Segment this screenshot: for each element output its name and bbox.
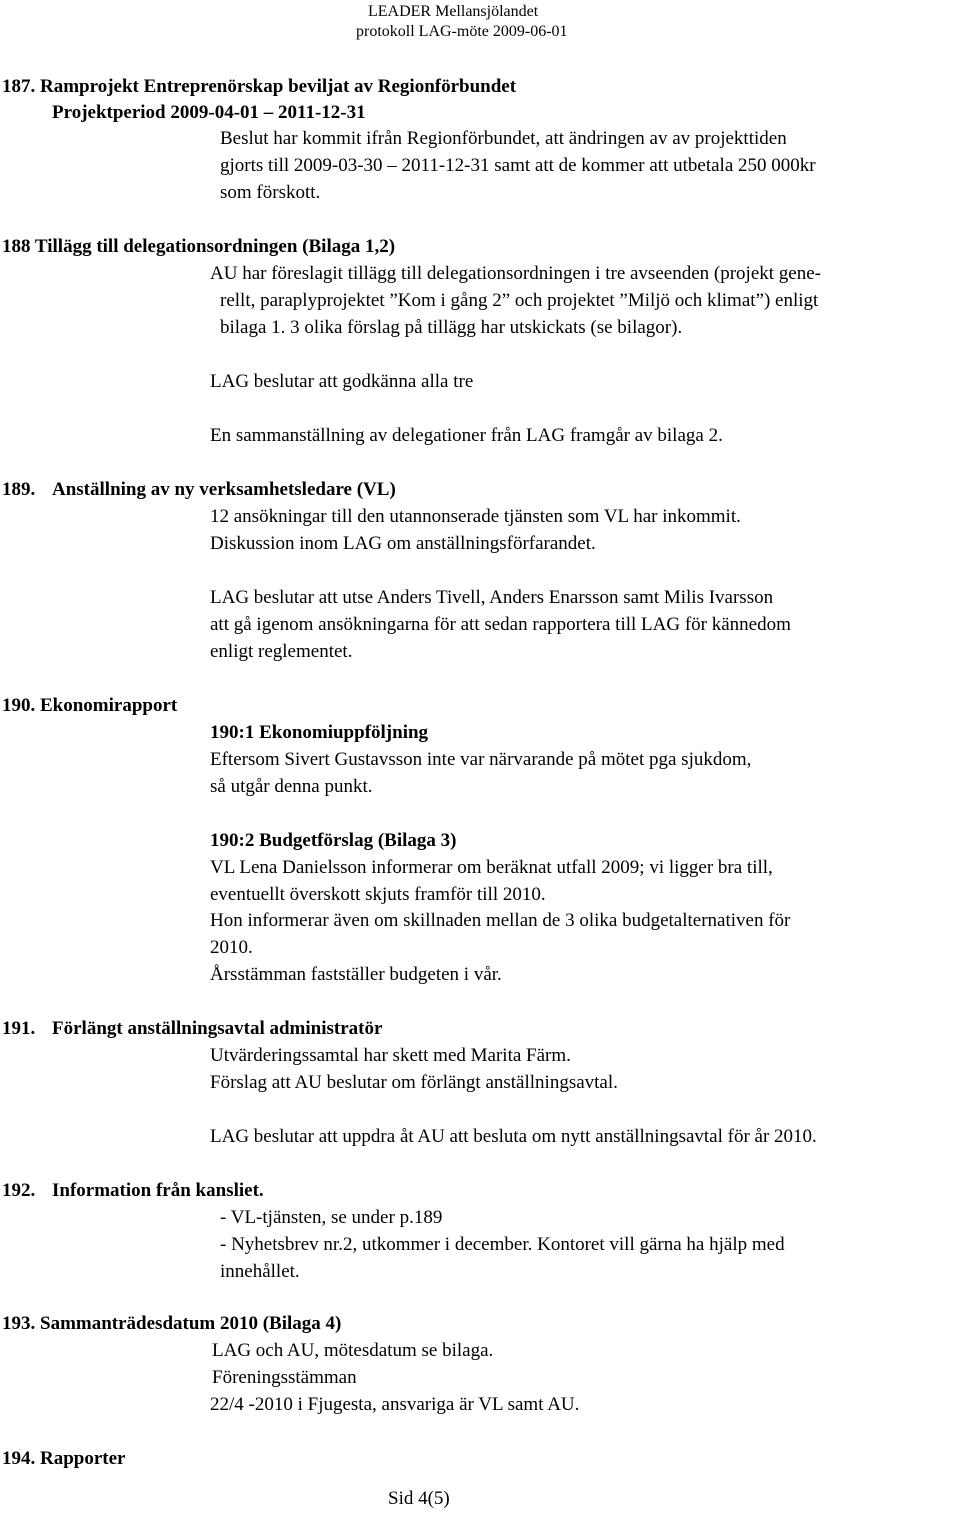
section-192-line: - Nyhetsbrev nr.2, utkommer i december. Kontoret vill gärna ha hjälp med <box>220 1234 785 1255</box>
section-188-line: bilaga 1. 3 olika förslag på tillägg har utskickats (se bilagor). <box>220 317 683 338</box>
section-191-line: Förslag att AU beslutar om förlängt anställningsavtal. <box>210 1072 618 1093</box>
section-193-line: LAG och AU, mötesdatum se bilaga. <box>212 1340 494 1361</box>
section-187-line: som förskott. <box>220 182 321 203</box>
section-193-line: Föreningsstämman <box>212 1367 357 1388</box>
section-190-1-line: Eftersom Sivert Gustavsson inte var närvarande på mötet pga sjukdom, <box>210 749 752 770</box>
section-189-number: 189. <box>2 479 36 500</box>
section-188-title: 188 Tillägg till delegationsordningen (Bilaga 1,2) <box>2 236 396 257</box>
header-protocol: protokoll LAG-möte 2009-06-01 <box>356 23 568 40</box>
section-189-line: 12 ansökningar till den utannonserade tjänsten som VL har inkommit. <box>210 506 741 527</box>
section-193-line: 22/4 -2010 i Fjugesta, ansvariga är VL samt AU. <box>210 1394 580 1415</box>
section-189-title: Anställning av ny verksamhetsledare (VL) <box>52 479 396 500</box>
section-187-period: Projektperiod 2009-04-01 – 2011-12-31 <box>52 102 366 123</box>
section-188-line: AU har föreslagit tillägg till delegationsordningen i tre avseenden (projekt gene- <box>210 263 821 284</box>
section-190-1-title: 190:1 Ekonomiuppföljning <box>210 722 429 743</box>
section-187-line: gjorts till 2009-03-30 – 2011-12-31 samt att de kommer att utbetala 250 000kr <box>220 155 816 176</box>
section-190-title: 190. Ekonomirapport <box>2 695 178 716</box>
header-org: LEADER Mellansjölandet <box>368 3 539 20</box>
section-193-title: 193. Sammanträdesdatum 2010 (Bilaga 4) <box>2 1313 342 1334</box>
section-191-line: Utvärderingssamtal har skett med Marita Färm. <box>210 1045 571 1066</box>
section-189-line: Diskussion inom LAG om anställningsförfarandet. <box>210 533 596 554</box>
section-190-2-title: 190:2 Budgetförslag (Bilaga 3) <box>210 830 457 851</box>
section-190-2-line: VL Lena Danielsson informerar om beräknat utfall 2009; vi ligger bra till, <box>210 857 773 878</box>
page-number: Sid 4(5) <box>388 1488 450 1509</box>
section-192-line: - VL-tjänsten, se under p.189 <box>220 1207 443 1228</box>
section-188-line: rellt, paraplyprojektet ”Kom i gång 2” och projektet ”Miljö och klimat”) enligt <box>220 290 819 311</box>
section-187-title: 187. Ramprojekt Entreprenörskap beviljat av Regionförbundet <box>2 76 517 97</box>
section-192-title: Information från kansliet. <box>52 1180 264 1201</box>
section-194-title: 194. Rapporter <box>2 1448 126 1469</box>
section-192-number: 192. <box>2 1180 36 1201</box>
section-188-note: En sammanställning av delegationer från LAG framgår av bilaga 2. <box>210 425 723 446</box>
section-192-line: innehållet. <box>220 1261 300 1282</box>
section-190-2-line: Hon informerar även om skillnaden mellan de 3 olika budgetalternativen för <box>210 910 791 931</box>
section-190-2-line: eventuellt överskott skjuts framför till 2010. <box>210 884 546 905</box>
section-189-decision: att gå igenom ansökningarna för att sedan rapportera till LAG för kännedom <box>210 614 791 635</box>
section-189-decision: enligt reglementet. <box>210 641 353 662</box>
section-191-number: 191. <box>2 1018 36 1039</box>
section-191-title: Förlängt anställningsavtal administratör <box>52 1018 383 1039</box>
section-189-decision: LAG beslutar att utse Anders Tivell, Anders Enarsson samt Milis Ivarsson <box>210 587 774 608</box>
section-191-decision: LAG beslutar att uppdra åt AU att besluta om nytt anställningsavtal för år 2010. <box>210 1126 817 1147</box>
section-190-1-line: så utgår denna punkt. <box>210 776 373 797</box>
section-187-line: Beslut har kommit ifrån Regionförbundet, att ändringen av av projekttiden <box>220 128 787 149</box>
section-188-decision: LAG beslutar att godkänna alla tre <box>210 371 474 392</box>
section-190-2-line: Årsstämman fastställer budgeten i vår. <box>210 964 502 985</box>
section-190-2-line: 2010. <box>210 937 253 958</box>
